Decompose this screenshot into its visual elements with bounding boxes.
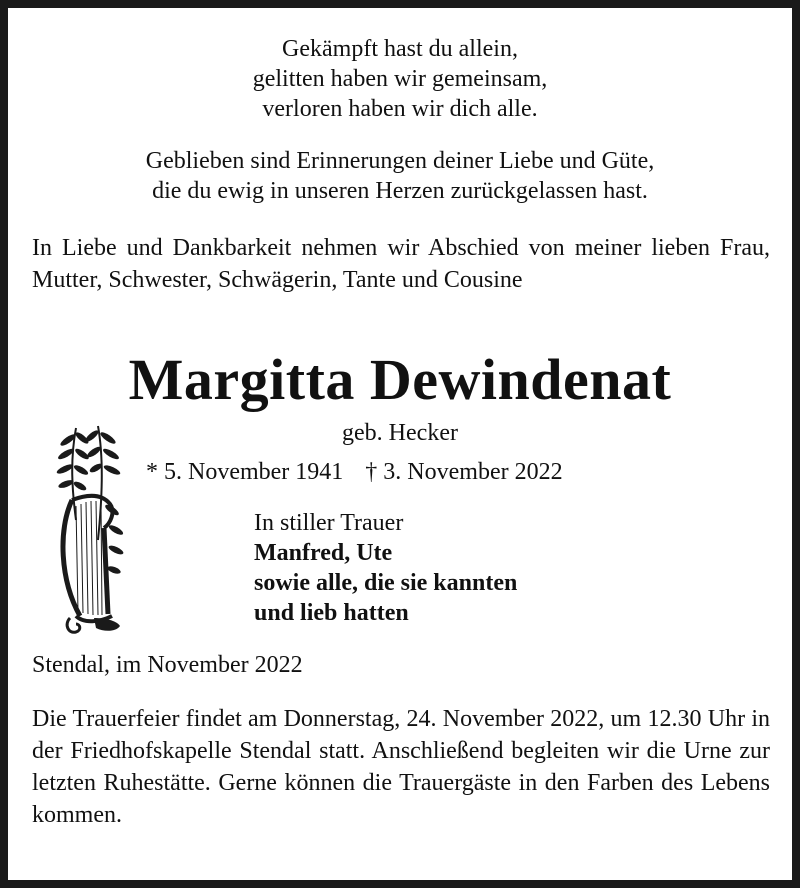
deceased-name: Margitta Dewindenat [128, 347, 672, 412]
birth-date: * 5. November 1941 [146, 459, 344, 485]
poem-line: die du ewig in unseren Herzen zurückgelassen hast. [152, 178, 648, 204]
place-date: Stendal, im November 2022 [32, 652, 303, 678]
mourning-intro: In stiller Trauer [254, 510, 404, 536]
poem-line: Gekämpft hast du allein, [282, 36, 518, 62]
mourner-names: Manfred, Ute [254, 540, 393, 566]
poem-stanza-1 [8, 34, 792, 124]
poem-line: gelitten haben wir gemeinsam, [252, 66, 548, 92]
funeral-notice: Die Trauerfeier findet am Donnerstag, 24. November 2022, um 12.30 Uhr in der Friedhofskapelle Stendal statt. Anschließend begleiten wir die Urne zur letzten Ruhestätte. Gerne können die Trauergäste in den Farben des Lebens kommen. [32, 706, 770, 828]
death-date: † 3. November 2022 [365, 459, 563, 485]
poem-line: Geblieben sind Erinnerungen deiner Liebe und Güte, [145, 148, 655, 174]
mourners-line: sowie alle, die sie kannten [254, 570, 518, 596]
maiden-name: geb. Hecker [342, 420, 458, 446]
farewell-intro: In Liebe und Dankbarkeit nehmen wir Abschied von meiner lieben Frau, Mutter, Schwester, Schwägerin, Tante und Cousine [32, 235, 770, 293]
poem-line: verloren haben wir dich alle. [262, 96, 538, 122]
mourners-line: und lieb hatten [254, 600, 409, 626]
life-dates [146, 457, 563, 487]
harp-with-laurel-icon [54, 420, 128, 636]
poem-stanza-2 [8, 146, 792, 206]
mourners-block [254, 508, 517, 628]
